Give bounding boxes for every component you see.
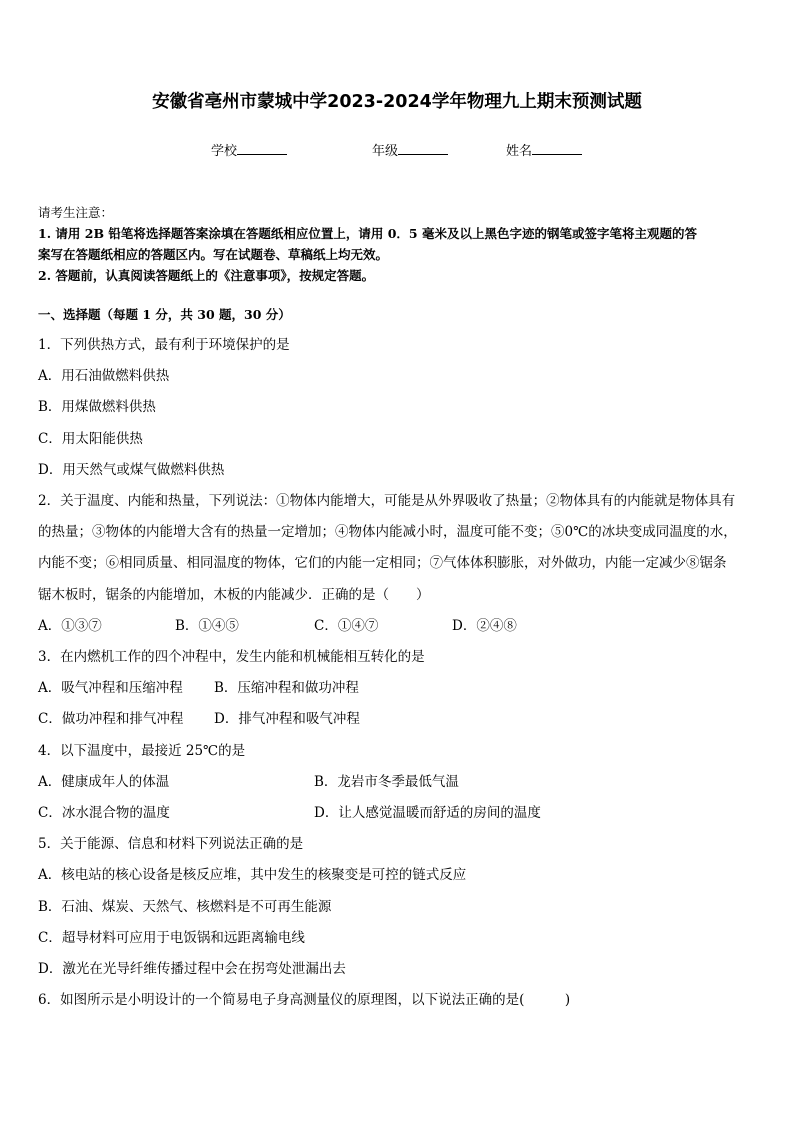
question-5-option-c: C．超导材料可应用于电饭锅和远距离输电线 xyxy=(38,930,305,946)
school-label: 学校 xyxy=(211,144,238,159)
question-5-option-d: D．激光在光导纤维传播过程中会在拐弯处泄漏出去 xyxy=(38,961,346,977)
school-blank xyxy=(237,142,287,155)
section-title: 一、选择题（每题 1 分，共 30 题，30 分） xyxy=(38,307,291,322)
question-4-option-d: D．让人感觉温暖而舒适的房间的温度 xyxy=(314,805,541,821)
grade-label: 年级 xyxy=(372,144,399,159)
question-1-stem: 1．下列供热方式，最有利于环境保护的是 xyxy=(38,337,290,353)
question-4-option-a: A．健康成年人的体温 xyxy=(38,774,170,790)
name-blank xyxy=(532,142,582,155)
question-1-option-d: D．用天然气或煤气做燃料供热 xyxy=(38,462,225,478)
question-2-stem-line: 2．关于温度、内能和热量，下列说法：①物体内能增大，可能是从外界吸收了热量；②物体具有的内能就是物体具有 xyxy=(38,493,736,509)
question-4-stem: 4．以下温度中，最接近 25℃的是 xyxy=(38,743,246,759)
question-4-option-c: C．冰水混合物的温度 xyxy=(38,805,170,821)
question-1-option-a: A．用石油做燃料供热 xyxy=(38,368,170,384)
school-field xyxy=(211,140,287,159)
question-3-option-a: A．吸气冲程和压缩冲程 xyxy=(38,680,183,696)
question-3-stem: 3．在内燃机工作的四个冲程中，发生内能和机械能相互转化的是 xyxy=(38,649,425,665)
notice-line: 案写在答题纸相应的答题区内。写在试题卷、草稿纸上均无效。 xyxy=(38,247,389,262)
question-2-option-b: B．①④⑤ xyxy=(175,618,239,634)
question-3-option-d: D．排气冲程和吸气冲程 xyxy=(214,711,360,727)
question-5-option-b: B．石油、煤炭、天然气、核燃料是不可再生能源 xyxy=(38,899,332,915)
question-2-stem-line: 内能不变；⑥相同质量、相同温度的物体，它们的内能一定相同；⑦气体体积膨胀，对外做功，内能一定减少⑧锯条 xyxy=(38,555,727,571)
question-5-option-a: A．核电站的核心设备是核反应堆，其中发生的核聚变是可控的链式反应 xyxy=(38,867,467,883)
question-2-option-d: D．②④⑧ xyxy=(452,618,517,634)
question-4-option-b: B．龙岩市冬季最低气温 xyxy=(314,774,459,790)
question-2-option-a: A．①③⑦ xyxy=(38,618,102,634)
question-1-option-b: B．用煤做燃料供热 xyxy=(38,399,156,415)
notice-line: 1. 请用 2B 铅笔将选择题答案涂填在答题纸相应位置上，请用 0．5 毫米及以上黑色字迹的钢笔或签字笔将主观题的答 xyxy=(38,226,697,241)
question-2-stem-line: 的热量；③物体的内能增大含有的热量一定增加；④物体内能减小时，温度可能不变；⑤0℃的冰块变成同温度的水， xyxy=(38,524,737,540)
question-3-option-b: B．压缩冲程和做功冲程 xyxy=(214,680,359,696)
question-5-stem: 5．关于能源、信息和材料下列说法正确的是 xyxy=(38,836,304,852)
grade-field xyxy=(372,140,448,159)
notice-line: 2. 答题前，认真阅读答题纸上的《注意事项》，按规定答题。 xyxy=(38,268,375,283)
name-field xyxy=(506,140,582,159)
name-label: 姓名 xyxy=(506,144,533,159)
question-1-option-c: C．用太阳能供热 xyxy=(38,431,143,447)
page-title: 安徽省亳州市蒙城中学2023-2024学年物理九上期末预测试题 xyxy=(152,92,642,112)
grade-blank xyxy=(398,142,448,155)
question-2-stem-line: 锯木板时，锯条的内能增加，木板的内能减少．正确的是（ ） xyxy=(38,587,430,603)
notice-title: 请考生注意： xyxy=(38,205,114,220)
question-3-option-c: C．做功冲程和排气冲程 xyxy=(38,711,184,727)
question-2-option-c: C．①④⑦ xyxy=(314,618,379,634)
question-6-stem: 6．如图所示是小明设计的一个简易电子身高测量仪的原理图，以下说法正确的是( ) xyxy=(38,992,571,1008)
